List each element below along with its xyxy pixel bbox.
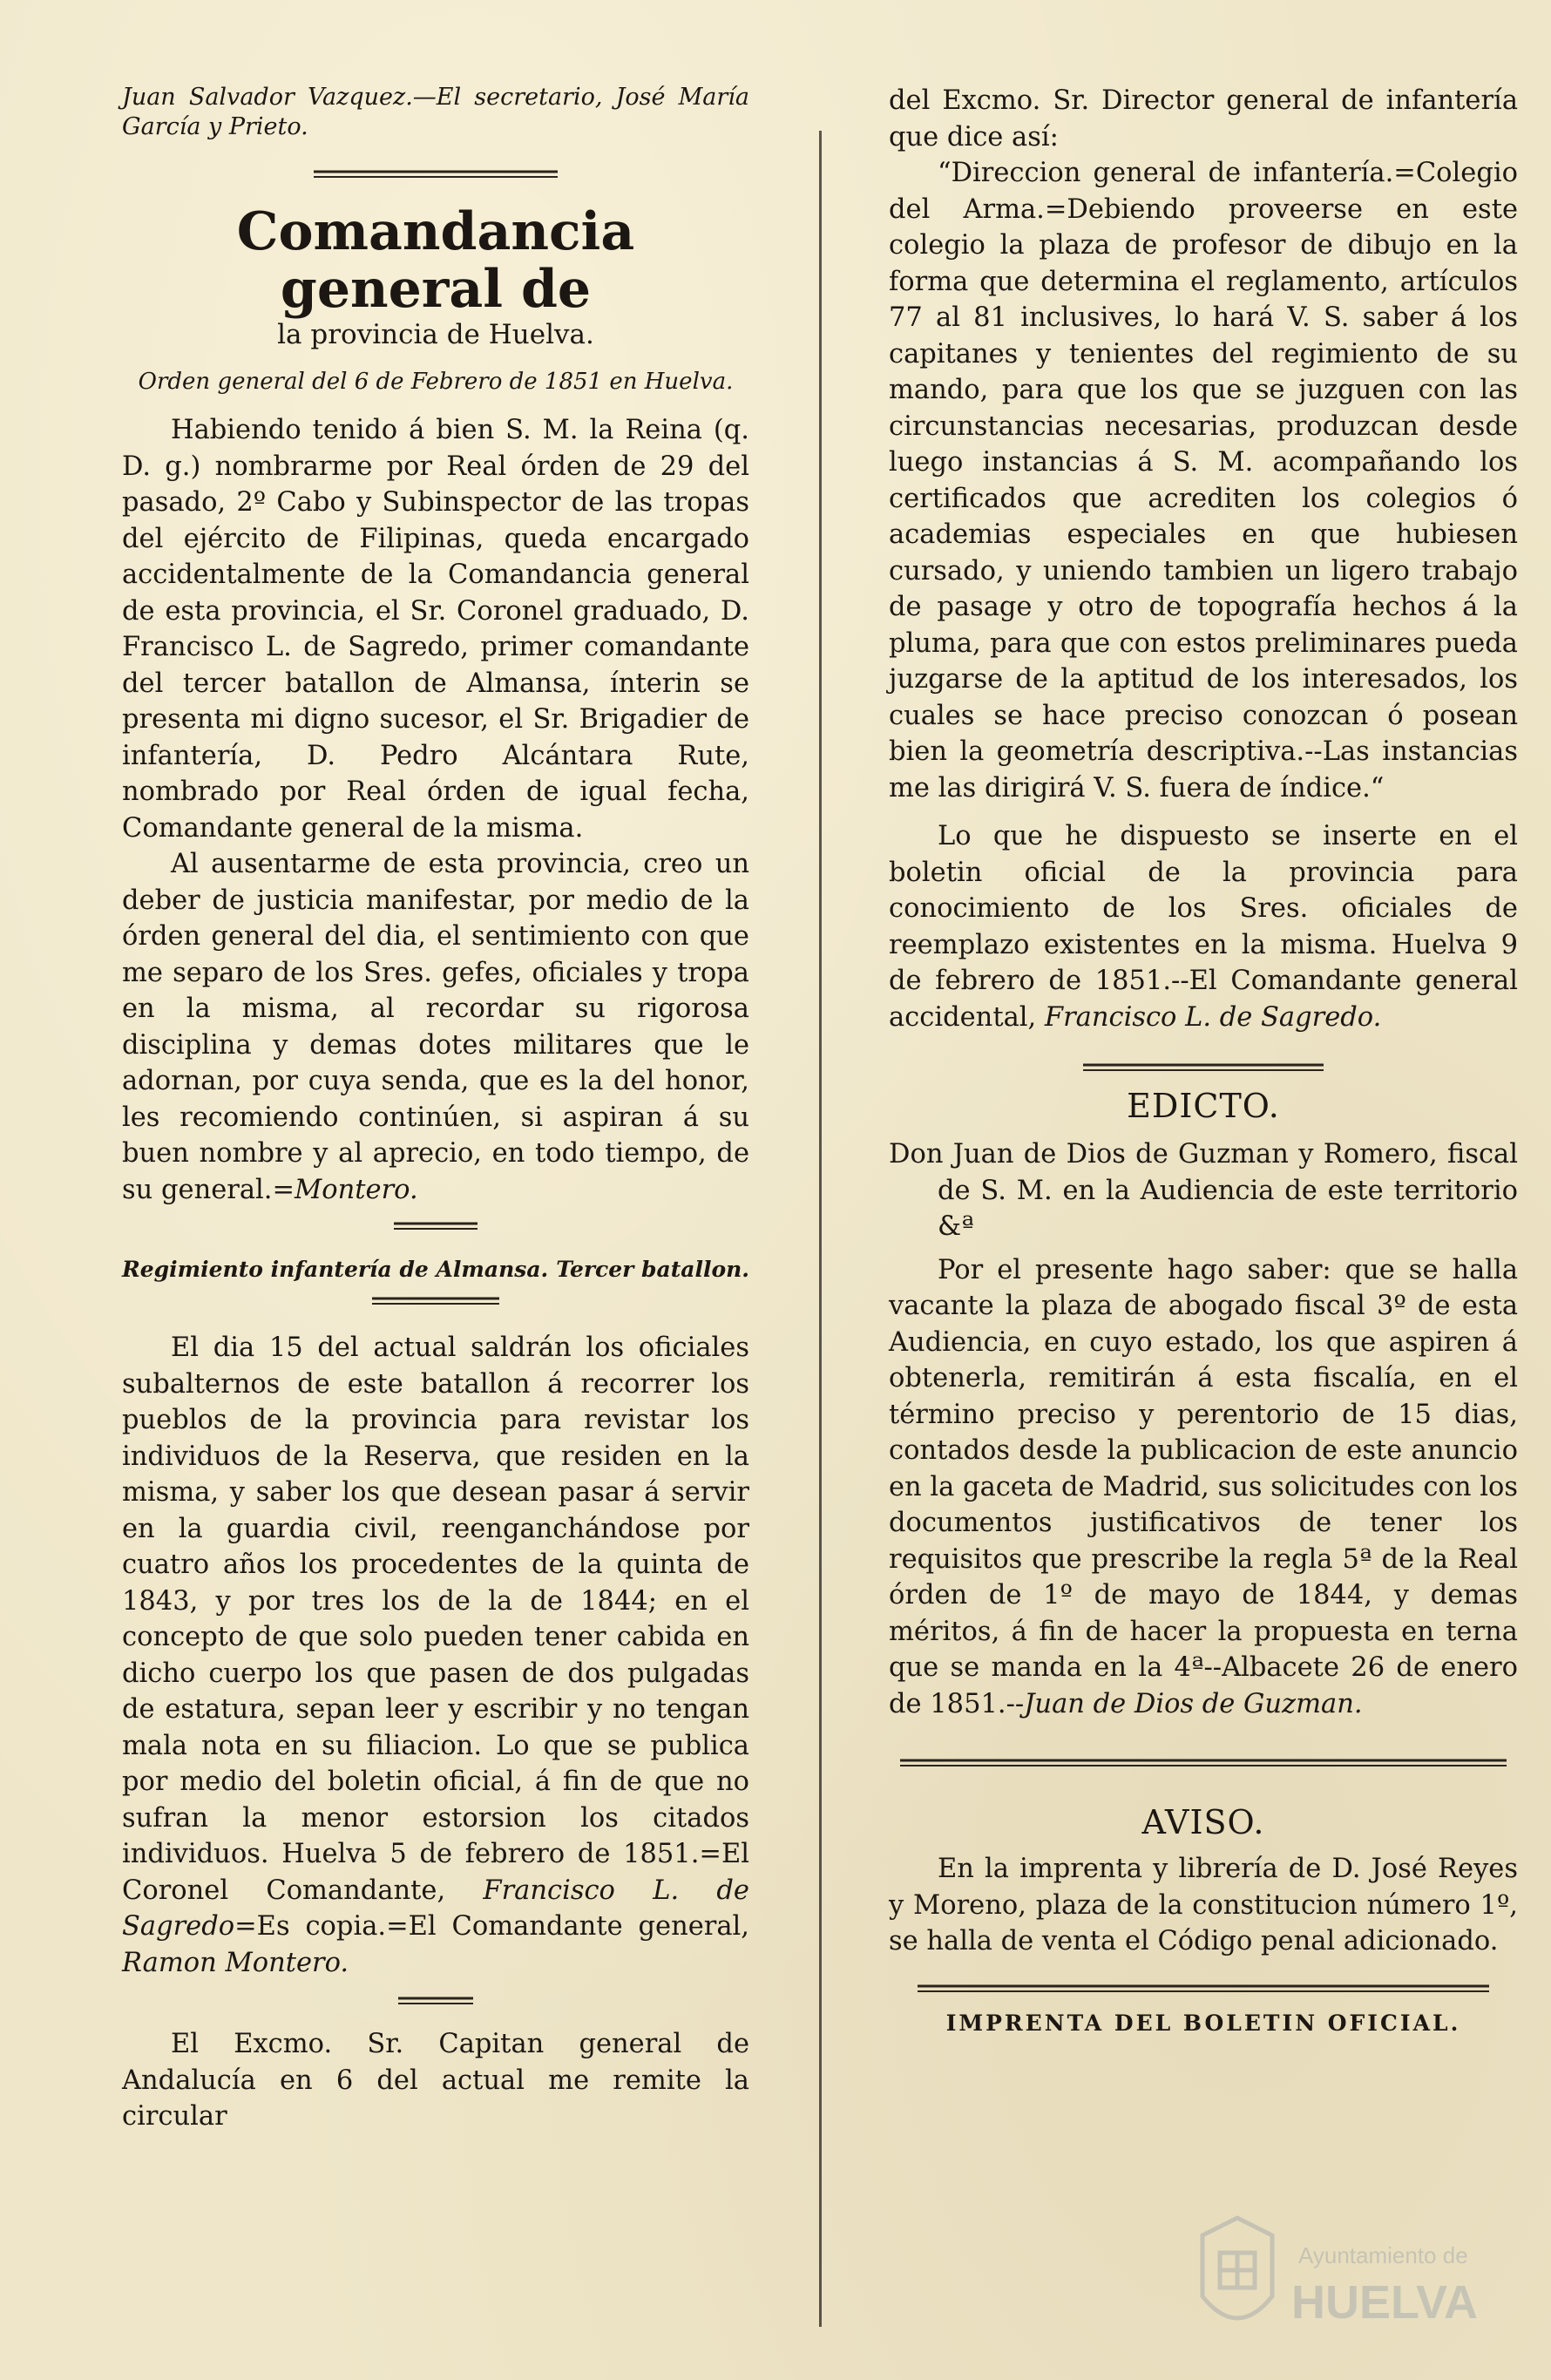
signature: Ramon Montero. (122, 1947, 349, 1978)
paragraph: Habiendo tenido á bien S. M. la Reina (q. D. g.) nombrarme por Real órden de 29 del pasado, 2º Cabo y Subinspector de las tropas del ejército de Filipinas, queda encargado accidentalmente de la Comandancia general de esta provincia, el Sr. Coronel graduado, D. Francisco L. de Sagredo, primer comandante del tercer batallon de Almansa, ínterin se presenta mi digno sucesor, el Sr. Brigadier de infantería, D. Pedro Alcántara Rute, nombrado por Real órden de igual fecha, Comandante general de la misma. (122, 415, 749, 844)
watermark-line2: HUELVA (1291, 2276, 1478, 2329)
paragraph: Lo que he dispuesto se inserte en el boletin oficial de la provincia para conocimiento de los Sres. oficiales de reemplazo existentes en la misma. Huelva 9 de febrero de 1851.--El Comandante general accidental, Francisco L. de Sagredo. (889, 821, 1518, 1033)
double-rule (392, 1220, 479, 1232)
right-column (889, 83, 1518, 2038)
city-council-watermark (1194, 2200, 1490, 2366)
battalion-name: Tercer batallon. (556, 1257, 749, 1282)
signature: =Montero. (272, 1174, 418, 1205)
section-subtitle: la provincia de Huelva. (277, 319, 594, 350)
edicto-heading: EDICTO. (1127, 1087, 1280, 1125)
double-rule (898, 1757, 1508, 1769)
aviso-heading: AVISO. (1141, 1803, 1265, 1841)
aviso-body: En la imprenta y librería de D. José Reyes y Moreno, plaza de la constitucion número 1º, se halla de venta el Código penal adicionado. (889, 1854, 1518, 1956)
printer-footer: IMPRENTA DEL BOLETIN OFICIAL. (945, 2010, 1461, 2036)
paragraph: Al ausentarme de esta provincia, creo un deber de justicia manifestar, por medio de la órden general del dia, el sentimiento con que me separo de los Sres. gefes, oficiales y tropa en la misma, al recordar su rigorosa disciplina y demas dotes militares que le adornan, por cuya senda, que es la del honor, les recomiendo continúen, si aspiran á su buen nombre y al aprecio, en todo tiempo, de su general.=Montero. (122, 849, 749, 1205)
signature: Juan de Dios de Guzman. (1024, 1688, 1363, 1719)
regiment-line (122, 1255, 749, 1285)
double-rule (916, 1983, 1491, 1995)
section-title: Comandancia general de (236, 201, 635, 320)
quoted-circular: “Direccion general de infantería.=Colegio del Arma.=Debiendo proveerse en este colegio la plaza de profesor de dibujo en la forma que determina el reglamento, artículos 77 al 81 inclusives, lo hará V. S. saber á los capitanes y tenientes del regimiento de su mando, para que los que se juzguen con las circunstancias necesarias, produzcan desde luego instancias á S. M. acompañando los certificados que acrediten los colegios ó academias especiales en que hubiesen cursado, y uniendo tambien un ligero trabajo de pasage y otro de topografía hechos á la pluma, para que con estos preliminares pueda juzgarse de la aptitud de los interesados, los cuales se hace preciso conozcan ó posean bien la geometría descriptiva.--Las instancias me las dirigirá V. S. fuera de índice.“ (889, 158, 1518, 804)
edicto-intro: Don Juan de Dios de Guzman y Romero, fiscal de S. M. en la Audiencia de este territorio &ª (889, 1139, 1518, 1242)
paragraph: El dia 15 del actual saldrán los oficiales subalternos de este batallon á recorrer los pueblos de la provincia para revistar los individuos de la Reserva, que residen en la misma, y saber los que desean pasar á servir en la guardia civil, reenganchándose por cuatro años los procedentes de la quinta de 1843, y por tres los de la de 1844; en el concepto de que solo pueden tener cabida en dicho cuerpo los que pasen de dos pulgadas de estatura, sepan leer y escribir y no tengan mala nota en su filiacion. Lo que se publica por medio del boletin oficial, á fin de que no sufran la menor estorsion los citados individuos. Huelva 5 de febrero de 1851.=El Coronel Comandante, Francisco L. de Sagredo=Es copia.=El Comandante general, Ramon Montero. (122, 1332, 749, 1978)
header-note: Juan Salvador Vazquez.—El secretario, José María García y Prieto. (122, 84, 749, 140)
left-column (122, 83, 749, 2135)
double-rule (396, 1995, 475, 2007)
edicto-body: Por el presente hago saber: que se halla vacante la plaza de abogado fiscal 3º de esta Audiencia, en cuyo estado, los que aspiren á obtenerla, remitirán á esta fiscalía, en el término preciso y perentorio de 15 dias, contados desde la publicacion de este anuncio en la gaceta de Madrid, sus solicitudes con los documentos justificativos de tener los requisitos que prescribe la regla 5ª de la Real órden de 1º de mayo de 1844, y demas méritos, á fin de hacer la propuesta en terna que se manda en la 4ª--Albacete 26 de enero de 1851.--Juan de Dios de Guzman. (889, 1254, 1518, 1719)
double-rule (309, 168, 562, 180)
signature: Francisco L. de Sagredo. (1044, 1001, 1382, 1033)
watermark-line1: Ayuntamiento de (1298, 2242, 1468, 2268)
signature: Francisco L. de Sagredo (122, 1875, 749, 1942)
castle-crest-icon (1202, 2218, 1272, 2318)
column-divider (819, 131, 822, 2327)
order-line: Orden general del 6 de Febrero de 1851 en Huelva. (138, 369, 734, 395)
double-rule (370, 1295, 501, 1307)
paragraph: del Excmo. Sr. Director general de infantería que dice así: (889, 85, 1518, 153)
paragraph: El Excmo. Sr. Capitan general de Andalucía en 6 del actual me remite la circular (122, 2029, 749, 2132)
double-rule (1081, 1061, 1325, 1074)
regiment-name: Regimiento infantería de Almansa. (122, 1257, 549, 1282)
